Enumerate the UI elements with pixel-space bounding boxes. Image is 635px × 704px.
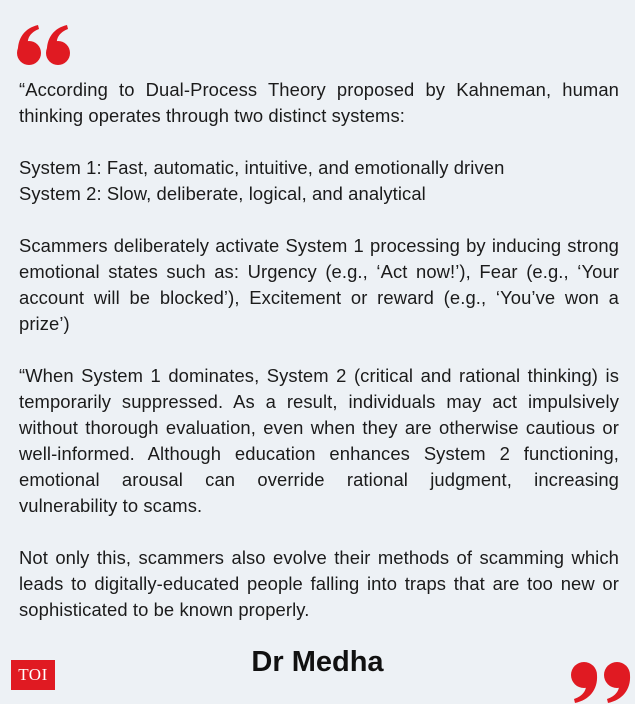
scammers-paragraph: Scammers deliberately activate System 1 processing by inducing strong emotional states such as: Urgency (e.g., ‘Act now!’), Fear (e.g., ‘Your account will be blocked’), Excitement or reward (e.g., ‘You’ve won a prize’) <box>19 235 619 334</box>
author-name: Dr Medha <box>251 646 384 678</box>
close-quote-icon <box>569 656 635 704</box>
toi-logo: TOI <box>11 660 55 690</box>
system2-line: System 2: Slow, deliberate, logical, and analytical <box>19 183 426 204</box>
intro-paragraph: “According to Dual-Process Theory proposed by Kahneman, human thinking operates through two distinct systems: <box>19 79 619 126</box>
systems-list <box>19 155 619 207</box>
system1-line: System 1: Fast, automatic, intuitive, and emotionally driven <box>19 157 505 178</box>
closing-paragraph: Not only this, scammers also evolve their methods of scamming which leads to digitally-educated people falling into traps that are too new or sophisticated to be known properly. <box>19 547 619 620</box>
article-body <box>19 77 619 623</box>
open-quote-icon <box>16 24 74 66</box>
system-dominance-paragraph: “When System 1 dominates, System 2 (critical and rational thinking) is temporarily suppressed. As a result, individuals may act impulsively without thorough evaluation, even when they are otherwise cautious or well-informed. Although education enhances System 2 functioning, emotional arousal can override rational judgment, increasing vulnerability to scams. <box>19 365 619 516</box>
